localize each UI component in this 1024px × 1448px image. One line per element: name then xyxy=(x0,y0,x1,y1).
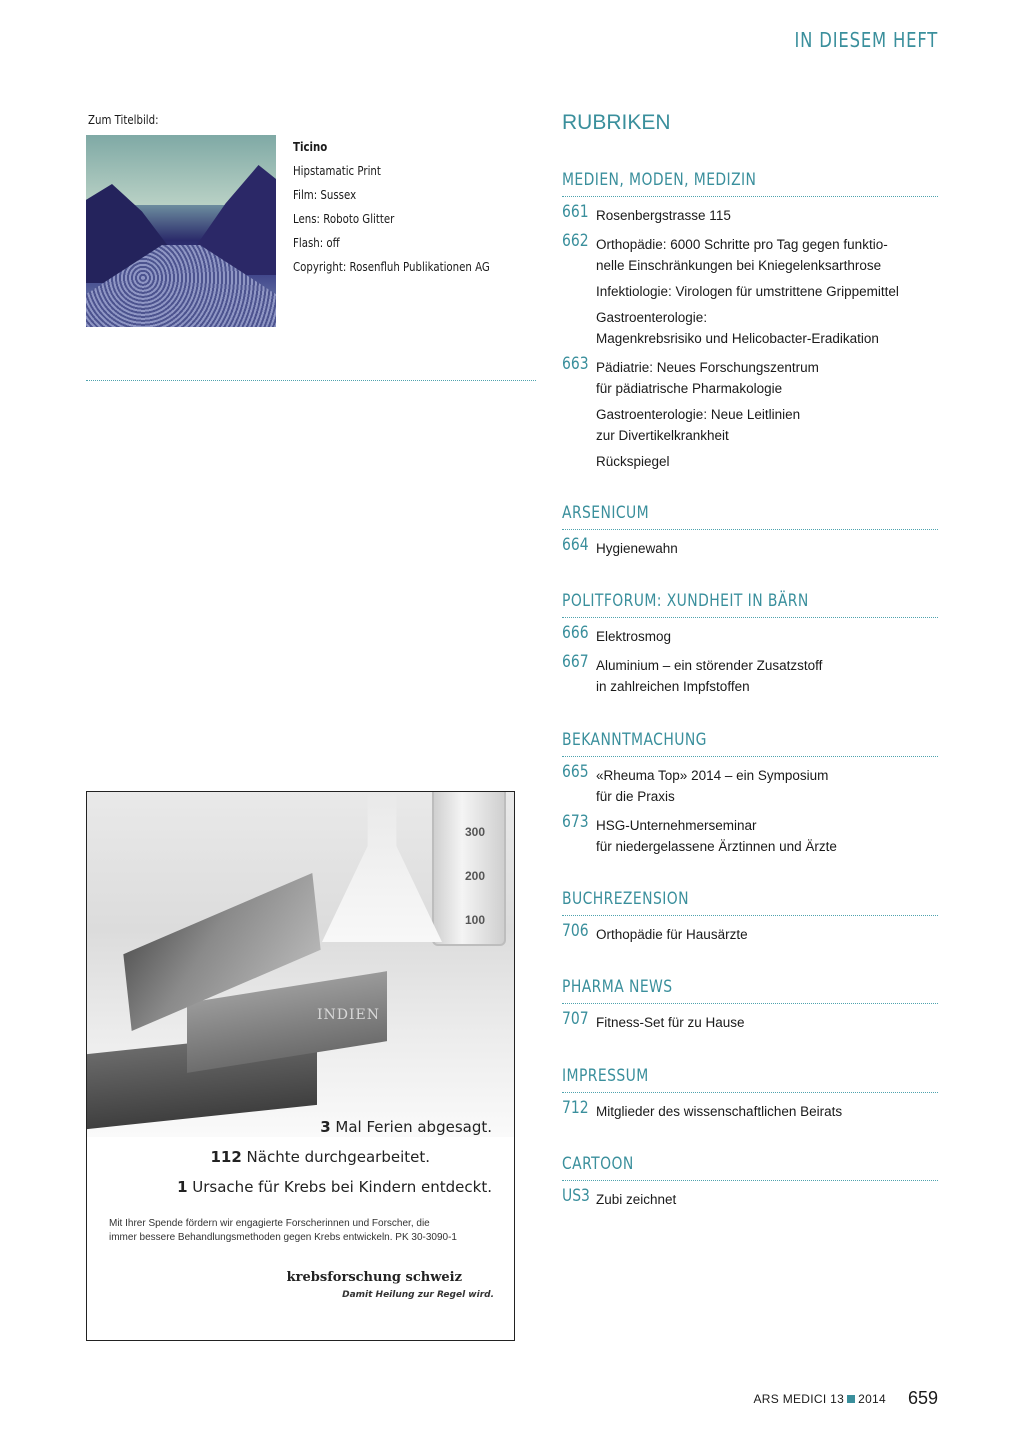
page-ref: 707 xyxy=(562,1009,589,1029)
toc-section xyxy=(562,1066,938,1122)
page-ref: 712 xyxy=(562,1098,589,1118)
toc-entry[interactable] xyxy=(562,535,938,559)
page-header: IN DIESEM HEFT xyxy=(794,28,938,52)
subentry-text: zur Divertikelkrankheit xyxy=(596,428,729,443)
section-rule xyxy=(562,1180,938,1181)
entry-text: Fitness-Set für zu Hause xyxy=(596,1015,745,1030)
toc-subentry[interactable] xyxy=(562,451,938,472)
section-title: BEKANNTMACHUNG xyxy=(562,730,707,750)
page-ref: 666 xyxy=(562,623,589,643)
ad-headline: 3 Mal Ferien abgesagt. 112 Nächte durchgearbeitet. 1 Ursache für Krebs bei Kindern entdeckt. xyxy=(177,1118,492,1196)
entry-text: «Rheuma Top» 2014 – ein Symposium xyxy=(596,768,829,783)
toc-entry[interactable] xyxy=(562,1098,938,1122)
toc-entry[interactable] xyxy=(562,652,938,697)
page-ref: 663 xyxy=(562,354,589,374)
section-rule xyxy=(562,196,938,197)
section-rule xyxy=(562,915,938,916)
cover-title: Ticino xyxy=(293,140,328,154)
page-ref: 661 xyxy=(562,202,589,222)
toc-entry[interactable] xyxy=(562,202,938,226)
entry-text: für niedergelassene Ärztinnen und Ärzte xyxy=(596,839,837,854)
section-rule xyxy=(562,1092,938,1093)
entry-text: für die Praxis xyxy=(596,789,675,804)
page-ref: 664 xyxy=(562,535,589,555)
subentry-text: Magenkrebsrisiko und Helicobacter-Eradikation xyxy=(596,331,879,346)
section-title: IMPRESSUM xyxy=(562,1066,649,1086)
page-ref: 662 xyxy=(562,231,589,251)
section-rule xyxy=(562,1003,938,1004)
cover-info-line: Film: Sussex xyxy=(293,188,357,202)
cover-info-line: Lens: Roboto Glitter xyxy=(293,212,395,226)
ad-photo xyxy=(87,792,514,1137)
entry-text: Mitglieder des wissenschaftlichen Beirats xyxy=(596,1104,843,1119)
toc-entry[interactable] xyxy=(562,762,938,807)
toc-section xyxy=(562,591,938,697)
footer-year: 2014 xyxy=(858,1392,886,1406)
toc-subentry[interactable] xyxy=(562,404,938,446)
toc-entry[interactable] xyxy=(562,354,938,399)
subentry-text: Gastroenterologie: Neue Leitlinien xyxy=(596,407,801,422)
subentry-text: Infektiologie: Virologen für umstrittene Grippemittel xyxy=(596,284,899,299)
toc-entry[interactable] xyxy=(562,1009,938,1033)
footer-journal: ARS MEDICI 13 xyxy=(753,1392,845,1406)
subentry-text: Rückspiegel xyxy=(596,454,670,469)
entry-text: Orthopädie: 6000 Schritte pro Tag gegen funktio- xyxy=(596,237,888,252)
cover-label: Zum Titelbild: xyxy=(88,113,159,127)
rubriken-heading: RUBRIKEN xyxy=(562,111,671,134)
left-divider xyxy=(86,380,536,381)
section-title: MEDIEN, MODEN, MEDIZIN xyxy=(562,170,757,190)
section-title: ARSENICUM xyxy=(562,503,650,523)
entry-text: in zahlreichen Impfstoffen xyxy=(596,679,750,694)
toc-section xyxy=(562,503,938,559)
page-ref: 673 xyxy=(562,812,589,832)
toc-section xyxy=(562,1154,938,1210)
toc-entry[interactable] xyxy=(562,623,938,647)
subentry-text: Gastroenterologie: xyxy=(596,310,708,325)
toc-section xyxy=(562,730,938,857)
toc-subentry[interactable] xyxy=(562,307,938,349)
page-ref: 665 xyxy=(562,762,589,782)
cover-info-line: Copyright: Rosenfluh Publikationen AG xyxy=(293,260,490,274)
ad-brand: krebsforschung schweiz xyxy=(286,1270,462,1285)
toc-entry[interactable] xyxy=(562,231,938,276)
section-title: BUCHREZENSION xyxy=(562,889,689,909)
toc-entry[interactable] xyxy=(562,921,938,945)
page-ref: 667 xyxy=(562,652,589,672)
toc-section xyxy=(562,170,938,472)
cover-info xyxy=(293,135,490,279)
section-title: PHARMA NEWS xyxy=(562,977,673,997)
scale-label: 100 xyxy=(465,913,486,927)
cover-info-line: Hipstamatic Print xyxy=(293,164,381,178)
entry-text: Rosenbergstrasse 115 xyxy=(596,208,731,223)
toc-section xyxy=(562,977,938,1033)
ad-slogan: Damit Heilung zur Regel wird. xyxy=(342,1290,494,1300)
advertisement xyxy=(86,791,515,1341)
entry-text: für pädiatrische Pharmakologie xyxy=(596,381,783,396)
entry-text: HSG-Unternehmerseminar xyxy=(596,818,757,833)
section-rule xyxy=(562,756,938,757)
cover-info-line: Flash: off xyxy=(293,236,340,250)
section-title: POLITFORUM: XUNDHEIT IN BÄRN xyxy=(562,591,809,611)
page-ref: 706 xyxy=(562,921,589,941)
book-label: INDIEN xyxy=(317,1007,381,1023)
ad-body-text: Mit Ihrer Spende fördern wir engagierte Forscherinnen und Forscher, die immer bessere Behandlungsmethoden gegen Krebs entwickeln. PK 30-3090-1 xyxy=(109,1218,457,1243)
entry-text: Elektrosmog xyxy=(596,629,672,644)
scale-label: 300 xyxy=(465,825,486,839)
entry-text: Zubi zeichnet xyxy=(596,1192,677,1207)
toc-entry[interactable] xyxy=(562,1186,938,1210)
square-icon xyxy=(847,1395,855,1403)
cover-image xyxy=(86,135,276,327)
toc-entry[interactable] xyxy=(562,812,938,857)
section-rule xyxy=(562,617,938,618)
page-number: 659 xyxy=(907,1388,938,1408)
entry-text: Hygienewahn xyxy=(596,541,678,556)
entry-text: nelle Einschränkungen bei Kniegelenksarthrose xyxy=(596,258,882,273)
scale-label: 200 xyxy=(465,869,486,883)
toc-subentry[interactable] xyxy=(562,281,938,302)
entry-text: Orthopädie für Hausärzte xyxy=(596,927,748,942)
entry-text: Pädiatrie: Neues Forschungszentrum xyxy=(596,360,819,375)
page-ref: US3 xyxy=(562,1186,590,1206)
section-title: CARTOON xyxy=(562,1154,634,1174)
toc-section xyxy=(562,889,938,945)
entry-text: Aluminium – ein störender Zusatzstoff xyxy=(596,658,823,673)
section-rule xyxy=(562,529,938,530)
